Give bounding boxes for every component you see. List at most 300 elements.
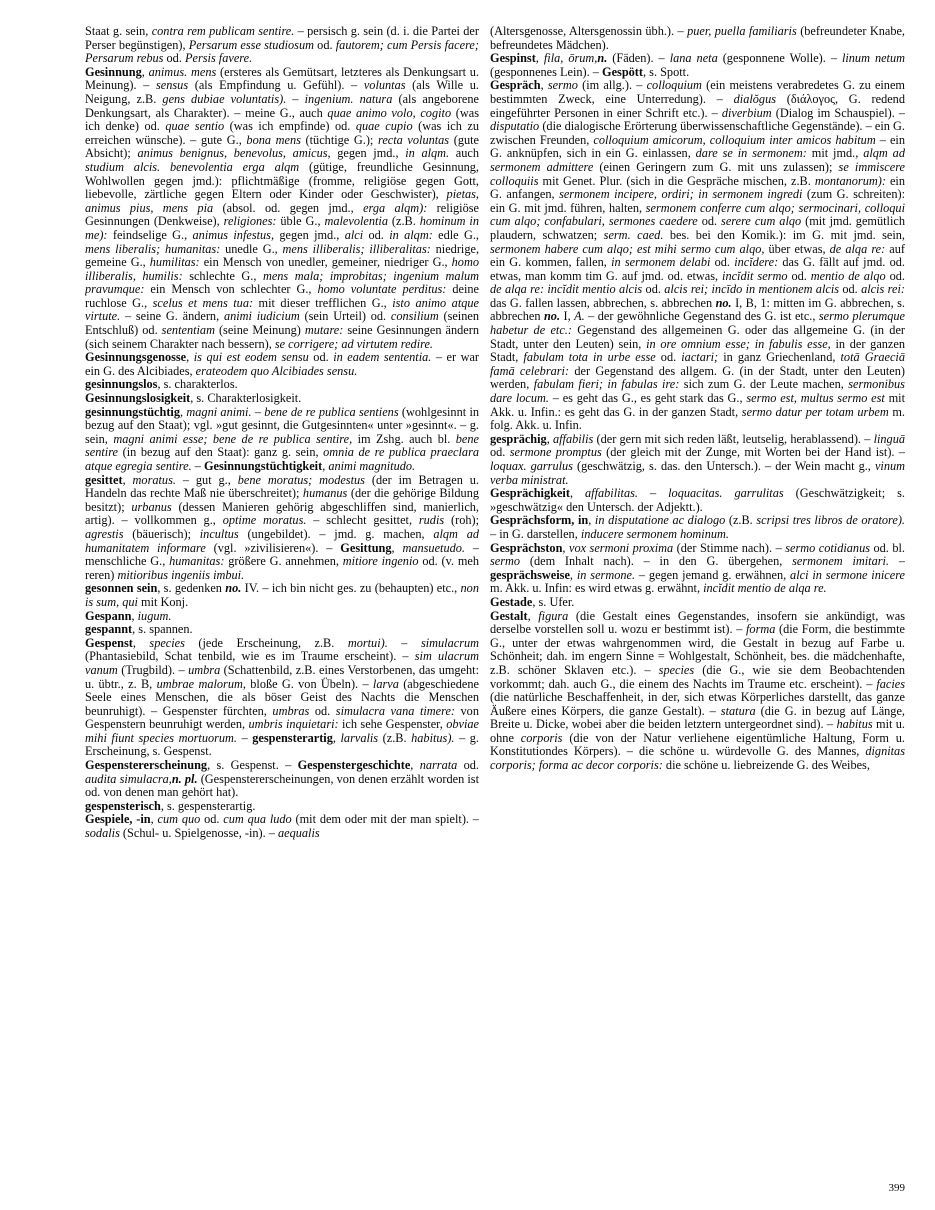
text-run: – (286, 91, 305, 106)
text-run: od. (457, 758, 479, 773)
text-run: agrestis (85, 526, 124, 541)
text-run: se corrigere; ad virtutem redire. (274, 336, 433, 351)
text-run: (zum G. schreiten): ein G. mit jmd. führen, halten, (490, 187, 905, 215)
text-run: od. (885, 268, 905, 283)
dictionary-entry (85, 637, 479, 759)
text-run: erateodem quo Alcibiades sensu. (195, 363, 358, 378)
text-run: mit dieser trefflichen G., (253, 295, 393, 310)
headword: Gespenstergeschichte (297, 758, 411, 773)
dictionary-entry (85, 66, 479, 351)
text-run: se immiscere colloquiis (490, 159, 905, 188)
text-run: studium alcis. benevolentia erga alqm (85, 159, 300, 174)
text-run: das G. fallen lassen, abbrechen, s. abbrechen (490, 295, 716, 310)
text-run: (als Empfindung u. Gefühl). – (188, 78, 364, 93)
text-run: mitioribus ingeniis imbui. (117, 567, 245, 582)
text-run: , (588, 513, 595, 528)
text-run: habitus (836, 717, 873, 732)
text-run: mansuetudo. (402, 540, 465, 555)
text-run: urbanus (131, 499, 172, 514)
dictionary-entry (85, 623, 479, 637)
text-run: niedrige, gemeine G., (85, 241, 479, 270)
text-run: lana neta (669, 51, 718, 66)
headword: gesprächig (490, 431, 547, 446)
text-run: sermo est, multus sermo est (746, 391, 885, 406)
text-run: (Trugbild). – (117, 662, 189, 677)
text-run: (bäuerisch); (123, 526, 200, 541)
text-run: od. (787, 268, 811, 283)
text-run: – seine G. ändern, (120, 309, 224, 324)
text-run: I, B, 1: mitten im G. abbrechen, s. abbrechen (490, 295, 905, 324)
text-run: non is sum, qui (85, 581, 479, 609)
text-run: incĭdere: (734, 255, 779, 270)
text-run: (absol. od. gegen jmd., (213, 200, 364, 215)
text-run: sermonem habere cum alqo; est mihi sermo cum alqo, (490, 241, 765, 256)
text-run: (die G. in bezug auf Länge, Breite u. Dicke, wobei aber die beiden letztern untergeordnet sind). – (490, 703, 905, 732)
text-run: (einen Geringern zum G. mit uns zulassen); (593, 159, 839, 174)
text-run: (der die gehörige Bildung besitzt); (85, 486, 479, 514)
text-run: od. (839, 282, 862, 297)
text-run: , s. Spott. (643, 64, 690, 79)
text-run: (der gleich mit der Zunge, mit Worten bei der Hand ist). – (601, 445, 905, 460)
text-run: (was ich zu erreichen wünsche). – gute G., (85, 119, 479, 147)
text-run: (roh); (444, 513, 479, 528)
text-run: , (132, 635, 150, 650)
text-run: , (150, 812, 158, 827)
headword: gespensterartig (252, 730, 333, 745)
text-run: – (387, 635, 421, 650)
text-run: fabulam fieri; in fabulas ire: (533, 377, 680, 392)
text-run: cum quo (157, 812, 201, 827)
text-run: od. (163, 51, 185, 66)
text-run: isto animo atque virtute. (85, 295, 479, 324)
text-run: (seine Meinung) (214, 323, 305, 338)
text-run: I, (560, 309, 575, 324)
dictionary-entry (85, 582, 479, 609)
text-run: habitus). (411, 730, 455, 745)
text-run: colloquium amicorum, colloquium inter amicos habitum (593, 132, 876, 147)
text-run: animus infestus, (192, 227, 275, 242)
text-run: bene de re publica sentiens (264, 404, 399, 419)
text-run: (z.B. (378, 730, 412, 745)
text-run: , (535, 51, 544, 66)
headword: Gestalt (490, 608, 528, 623)
text-run: dignitas corporis; (490, 744, 905, 773)
text-run: (als angeborene Denkungsart, als Charakter). – meine G., auch (85, 91, 479, 120)
text-run: sententiam (161, 323, 215, 338)
text-run: animi magnitudo. (328, 459, 416, 473)
text-run: od. (308, 350, 334, 365)
text-run: od. (363, 227, 390, 242)
text-run: , (527, 608, 539, 623)
text-run: hominum in me): (85, 214, 479, 242)
text-run: der Gegenstand des allgem. G. (in der Stadt, unter den Leuten) werden, (490, 363, 905, 392)
text-run: – ein G. anknüpfen, sich in ein G. einlassen, (490, 132, 905, 161)
text-run: larva (372, 676, 399, 691)
text-run: (dessen Manieren gehörig abgeschliffen sind, manierlich, artig). – vollkommen g., (85, 499, 479, 528)
text-run: totā Graeciā famā celebrari: (490, 350, 905, 378)
text-run: umbras (272, 703, 310, 718)
text-run: alci in sermone inicere (790, 567, 905, 582)
text-run: in alqm: (389, 227, 433, 242)
text-run: ein Mensch von unedler, gemeiner, niedriger G., (199, 255, 452, 270)
text-run: bona mens (246, 132, 301, 147)
text-run: n. (597, 51, 608, 66)
text-run: A. (574, 309, 585, 324)
text-run: incĭdit sermo (722, 268, 788, 283)
text-run: (sein Urteil) od. (299, 309, 391, 324)
text-run: bes. bei den Komik.): im G. mit jmd. sein, (663, 227, 905, 242)
dictionary-entry (85, 813, 479, 840)
text-run: seine Gesinnungen ändern (sich seinem Charakter nach bessern), (85, 323, 479, 351)
text-run: Staat g. sein, (85, 25, 152, 38)
text-run: , (180, 404, 187, 419)
text-run: forma ac decor corporis: (538, 758, 663, 773)
headword: Gesinnungsgenosse (85, 350, 187, 365)
text-run: , (141, 64, 149, 79)
headword: Gespött (602, 64, 644, 79)
text-run: umbrae malorum, (156, 676, 246, 691)
text-run: bloße G. von Übeln). – (245, 676, 373, 691)
text-run: (mit dem oder mit der man spielt). – (291, 812, 479, 827)
text-run: diverbium (721, 105, 772, 120)
text-run: alcis rei: (861, 282, 905, 297)
text-run: im Zshg. auch bl. (352, 431, 456, 446)
text-run: sermonem imitari. (792, 554, 890, 569)
text-run: animi iudicium (223, 309, 300, 324)
text-run: m. folg. Akk. u. Infin. (490, 404, 905, 433)
text-run: sensus (156, 78, 189, 93)
text-run: Gegenstand des allgemeinen G. oder das allgemeine G. (in der Stadt, unter den Leuten) sein, (490, 323, 905, 351)
text-run: – (237, 730, 253, 745)
text-run: Persarum esse studiosum (188, 37, 314, 52)
text-run: , (569, 486, 586, 501)
dictionary-entry (490, 487, 905, 514)
text-run: (vgl. »zivilisieren«). – (205, 540, 341, 555)
text-run: cum qua ludo (223, 812, 292, 827)
text-run: , s. gedenken (157, 581, 226, 596)
text-run: (die Form, die bestimmte G., unter der etwas wahrgenommen wird, die Gestalt in bezug auf Farbe u. Schönheit; dah. im engern Sinne = Wohlgestalt, Schönheit, bes. die mädchenhafte, z.B. schöner Sklaven etc.). – (490, 622, 905, 677)
text-run: – der gewöhnliche Gegenstand des G. ist etc., (584, 309, 819, 324)
text-run: ein G. anfangen, (490, 173, 905, 202)
text-run: mens illiberalis; illiberalitas: (282, 241, 431, 256)
text-run: mit Genet. Plur. (sich in die Gespräche mischen, z.B. (538, 173, 815, 188)
text-run: od. (v. meh reren) (85, 554, 479, 582)
text-run: no. (543, 309, 561, 324)
text-run: fautorem; cum Persis facere; Persarum rebus (85, 37, 479, 66)
text-run: mit Akk. u. Infin.: es geht das G. in der ganzen Stadt, (490, 391, 905, 419)
text-run: sermonem incipere, ordiri; in sermonem ingredi (559, 187, 803, 202)
text-run: scelus et mens tua: (152, 295, 254, 310)
text-run: sermo (547, 78, 578, 93)
text-run: umbris inquietari: (248, 717, 339, 732)
text-run: (wohlgesinnt in bezug auf den Staat); vgl. »gut gesinnt, die Gutgesinnten« unter »gesinnt«. – g. sein, (85, 404, 479, 446)
text-run: – (191, 459, 204, 473)
dictionary-entry (85, 759, 479, 800)
text-run: , (322, 459, 329, 473)
text-run: colloquium (646, 78, 702, 93)
text-run: deine ruchlose G., (85, 282, 479, 310)
text-run: (gesponnene Wolle). – (717, 51, 842, 66)
text-run: , (410, 758, 420, 773)
text-run: (Schul- u. Spielgenosse, -in). – (119, 826, 278, 841)
text-run: , s. spannen. (132, 622, 193, 637)
text-run: humilitas: (149, 255, 200, 270)
text-run: IV. – ich bin nicht ges. zu (behaupten) etc., (241, 581, 461, 596)
text-run: homo voluntate perditus: (317, 282, 447, 297)
text-run: (dem Inhalt nach). – in den G. übergehen, (520, 554, 793, 569)
text-run: facies (876, 676, 905, 691)
text-run: , (391, 540, 403, 555)
text-run: mutare: (304, 323, 344, 338)
text-run: sermonibus dare locum. (490, 377, 905, 406)
text-run: mortui). (347, 635, 388, 650)
text-run: voluntas (363, 78, 406, 93)
text-run: fila, ōrum, (543, 51, 598, 66)
text-run: affabilis (552, 431, 594, 446)
text-run: simulacrum (420, 635, 479, 650)
text-run: , (569, 567, 577, 582)
dictionary-entry (85, 25, 479, 66)
headword: Gesinnungstüchtigkeit (203, 459, 323, 473)
text-run: obviae mihi fiunt species mortuorum. (85, 717, 479, 745)
headword: gespannt (85, 622, 133, 637)
text-run: in alqm. (405, 146, 450, 161)
dictionary-entry (490, 596, 905, 610)
text-run: affabilitas. – loquacitas. garrulitas (585, 486, 784, 501)
text-run: (was ich denke) od. (85, 105, 479, 134)
text-run: aequalis (278, 826, 320, 841)
text-run: (Gespenstererscheinungen, von denen erzählt worden ist od. von denen man gehört hat). (85, 771, 479, 800)
text-run: mentio de alqo (810, 268, 886, 283)
text-run: od. (642, 282, 665, 297)
text-run: – g. Erscheinung, s. Gespenst. (85, 730, 479, 759)
text-run: (gesponnenes Lein). – (490, 64, 603, 79)
text-run: die schöne u. liebreizende G. des Weibes, (662, 758, 870, 773)
text-run: (Fäden). – (607, 51, 670, 66)
text-run: – schlecht gesittet, (306, 513, 419, 528)
text-run: (ersteres als Gemütsart, letzteres als Denkungsart u. Meinung). – (85, 64, 479, 93)
text-run: (die G., wie sie dem Beobachtenden vorkommt; dah. auch G., die einem des Nachts im Traume etc. erscheint). – (490, 662, 905, 691)
text-run: – (251, 404, 265, 419)
text-run: (ungebildet). – jmd. g. machen, (238, 526, 434, 541)
text-run: corporis (520, 730, 563, 745)
text-run: auf ein G. kommen, fallen, (490, 241, 905, 270)
text-run: sodalis (85, 826, 120, 841)
text-run: magni animi esse; bene de re publica sentire, (113, 431, 353, 446)
text-run: od. (655, 350, 682, 365)
text-run: über etwas, (764, 241, 830, 256)
text-run: sermonem conferre cum alqo; sermocinari, colloqui cum alqo; confabulari, sermones caedere (490, 200, 905, 229)
text-run: ingenium. natura (304, 91, 393, 106)
text-run: simulacra vana timere: (335, 703, 455, 718)
text-run: recta voluntas (377, 132, 450, 147)
text-run: (Dialog im Schauspiel). – (771, 105, 905, 120)
text-run: , (186, 350, 194, 365)
text-run: (die natürliche Beschaffenheit, in der, sich etwas Körperliches darstellt, das ganze Äußere eines Körpers, die ganze Gestalt). – (490, 690, 905, 718)
text-run: in ore omnium esse; in fabulis esse, (646, 336, 831, 351)
headword: Gespann (85, 608, 132, 623)
text-run: (jede Erscheinung, z.B. (184, 635, 348, 650)
text-run: bene sentire (85, 431, 479, 460)
text-run: (was ich empfinde) od. (224, 119, 356, 134)
text-run: magni animi. (186, 404, 252, 419)
text-run: sermone promptus (509, 445, 602, 460)
text-run: animus benignus, benevolus, amicus, (137, 146, 331, 161)
dictionary-entry (490, 25, 905, 52)
text-run: in ganz Griechenland, (718, 350, 841, 365)
text-run: (διάλογος, G. redend eingeführter Personen in einer Schrift etc.). – (490, 91, 905, 120)
dictionary-entry (85, 406, 479, 474)
text-run: pietas, animus pius, mens pia (85, 187, 479, 215)
text-run: mit jmd., (806, 146, 864, 161)
text-run: Persis favere. (184, 51, 253, 66)
text-run: puer, puella familiaris (687, 25, 797, 38)
text-run: unedle G., (220, 241, 283, 256)
headword: Gesinnungslosigkeit (85, 391, 191, 406)
text-run: größere G. annehmen, (224, 554, 343, 569)
text-run: optime moratus. (222, 513, 307, 528)
text-run: od. (313, 37, 336, 52)
dictionary-entry (490, 79, 905, 432)
text-run: (in bezug auf den Staat): ganz g. sein, (118, 445, 324, 460)
text-run: linum netum (841, 51, 905, 66)
dictionary-entry (85, 800, 479, 814)
dictionary-entry (85, 378, 479, 392)
text-run: audita simulacra, (85, 771, 172, 786)
dictionary-entry (490, 542, 905, 596)
text-run: humanus (302, 486, 348, 501)
text-run: od. bl. (870, 540, 905, 555)
text-run: – gut g., (175, 472, 238, 487)
dictionary-entry (490, 514, 905, 541)
text-run: – es geht das G., es geht stark das G., (549, 391, 747, 406)
dictionary-entry (85, 610, 479, 624)
text-run: mit u. ohne (490, 717, 905, 745)
text-run: (der im Betragen u. Handeln das rechte Maß nie überschreitet); (85, 472, 479, 501)
text-run: (abgeschiedene Seele eines Menschen, die als böser Geist des Nachts die Menschen beunruhigt). – Gespenster fürchten, (85, 676, 479, 718)
text-run: contra rem publicam sentire. (151, 25, 295, 38)
text-run: iactari; (681, 350, 719, 365)
text-run: linguā (873, 431, 905, 446)
text-run: religiones: (223, 214, 277, 229)
dictionary-entry (490, 433, 905, 487)
headword: Gespenst (85, 635, 133, 650)
dictionary-entry (85, 474, 479, 583)
text-run: serere cum alqo (721, 214, 802, 229)
headword: Gesprächsform, in (490, 513, 589, 528)
text-run: (z.B. (725, 513, 757, 528)
dictionary-entry (85, 392, 479, 406)
text-run: , s. Gespenst. – (207, 758, 298, 773)
headword: Gespenstererscheinung (85, 758, 208, 773)
text-run: no. (225, 581, 242, 596)
text-run: (der Stimme nach). – (673, 540, 786, 555)
text-run: religiöse Gesinnungen (Denkweise), (85, 200, 479, 229)
headword: gesinnungslos (85, 377, 158, 392)
dictionary-entry (85, 351, 479, 378)
text-run: (die dialogische Erörterung überwissenschaftliche Gegenstände). – ein G. zwischen Freunden, (490, 119, 905, 147)
text-run: – gegen jemand g. erwähnen, (635, 567, 791, 582)
text-run: sim ulacrum vanum (85, 649, 479, 677)
text-run: scripsi tres libros de oratore). (756, 513, 905, 528)
text-run: species (149, 635, 185, 650)
text-run: disputatio (490, 119, 540, 134)
text-run: homo illiberalis, humilis: (85, 255, 479, 283)
headword: Gesinnung (85, 64, 142, 79)
text-run: (ein meistens verabredetes G. zu einem bestimmten Zweck, eine Unterredung). – (490, 78, 905, 106)
text-run: sermo (490, 554, 521, 569)
text-run: – menschliche G., (85, 540, 479, 569)
left-column (85, 25, 479, 841)
text-run: (befreundeter Knabe, befreundetes Mädchen). (490, 25, 905, 52)
text-run: von Gespenstern beunruhigt werden, (85, 703, 479, 732)
text-run: schlechte G., (182, 268, 263, 283)
text-run: (der gern mit sich reden läßt, leutselig, herablassend). – (593, 431, 874, 446)
text-run: , (540, 78, 548, 93)
text-run: alci (344, 227, 364, 242)
text-run: dialŏgus (733, 91, 777, 106)
text-run: (geschwätzig, s. das. den Untersch.). – der Wein macht g., (572, 459, 875, 473)
text-run: quae cupio (355, 119, 413, 134)
text-run: mit Konj. (137, 594, 189, 609)
text-run: (im allg.). – (577, 78, 647, 93)
text-run: , s. Charakterlosigkeit. (190, 391, 302, 406)
text-run: , (562, 540, 569, 555)
text-run: (Phantasiebild, Schat tenbild, wie es im Traume erscheint). – (85, 649, 415, 664)
text-run: malevolentia (324, 214, 388, 229)
text-run: animus. mens (148, 64, 217, 79)
text-run: quae animo volo, cogito (327, 105, 452, 120)
text-run: od. (309, 703, 336, 718)
text-run: statura (720, 703, 756, 718)
text-run: sich zum G. der Leute machen, (679, 377, 849, 392)
text-run: omnia de re publica praeclara atque egregia sentire. (85, 445, 479, 473)
text-run: feindselige G., (107, 227, 193, 242)
headword: Gesittung (340, 540, 392, 555)
text-run: de alqa re: (829, 241, 886, 256)
dictionary-entry (490, 610, 905, 773)
text-run: bene moratus; modestus (237, 472, 365, 487)
text-run: , (131, 608, 138, 623)
text-run: incĭdit mentio de alqa re. (703, 581, 827, 596)
text-run: humanitas: (169, 554, 225, 569)
text-run: auch (449, 146, 479, 161)
text-run: (Schattenbild, z.B. eines Verstorbenen, das umgeht: u. übtr., z. B, (85, 662, 479, 691)
headword: Gesprächston (490, 540, 563, 555)
text-run: mens mala; improbitas; ingenium malum pravumque: (85, 268, 479, 297)
text-run: edle G., (432, 227, 479, 242)
text-run: sermo plerumque habetur de etc.: (490, 309, 905, 338)
text-run: de alqa re: incĭdit mentio alcis (490, 282, 643, 297)
text-run: m. Akk. u. Infin: es wird etwas g. erwähnt, (490, 581, 704, 596)
text-run: gens dubiae voluntatis). (162, 91, 287, 106)
text-run: ein Mensch von schlechter G., (144, 282, 318, 297)
text-run: fabulam tota in urbe esse (523, 350, 656, 365)
text-run: – persisch g. sein (d. i. die Partei der Perser begünstigen), (85, 25, 479, 52)
text-run: narrata (419, 758, 458, 773)
text-run: mitiore ingenio (342, 554, 419, 569)
text-run: (tüchtige G.); (300, 132, 378, 147)
text-run: erga alqm): (363, 200, 428, 215)
text-run: (gütige, freundliche Gesinnung, Wohlwollen gegen jmd.): pflichtmäßige (fromme, religiöse gegen Gott, liebevolle, zärtliche gegen Eltern oder Kinder oder Geschwister), (85, 159, 479, 202)
text-run: serm. caed. (603, 227, 664, 242)
text-run: alqm ad humanitatem informare (85, 526, 479, 555)
headword: Gestade (490, 594, 533, 609)
text-run: vox sermoni proxima (568, 540, 674, 555)
text-run: , s. Ufer. (532, 594, 575, 609)
headword: gesinnungstüchtig (85, 404, 180, 419)
text-run: (gute Absicht); (85, 132, 479, 161)
